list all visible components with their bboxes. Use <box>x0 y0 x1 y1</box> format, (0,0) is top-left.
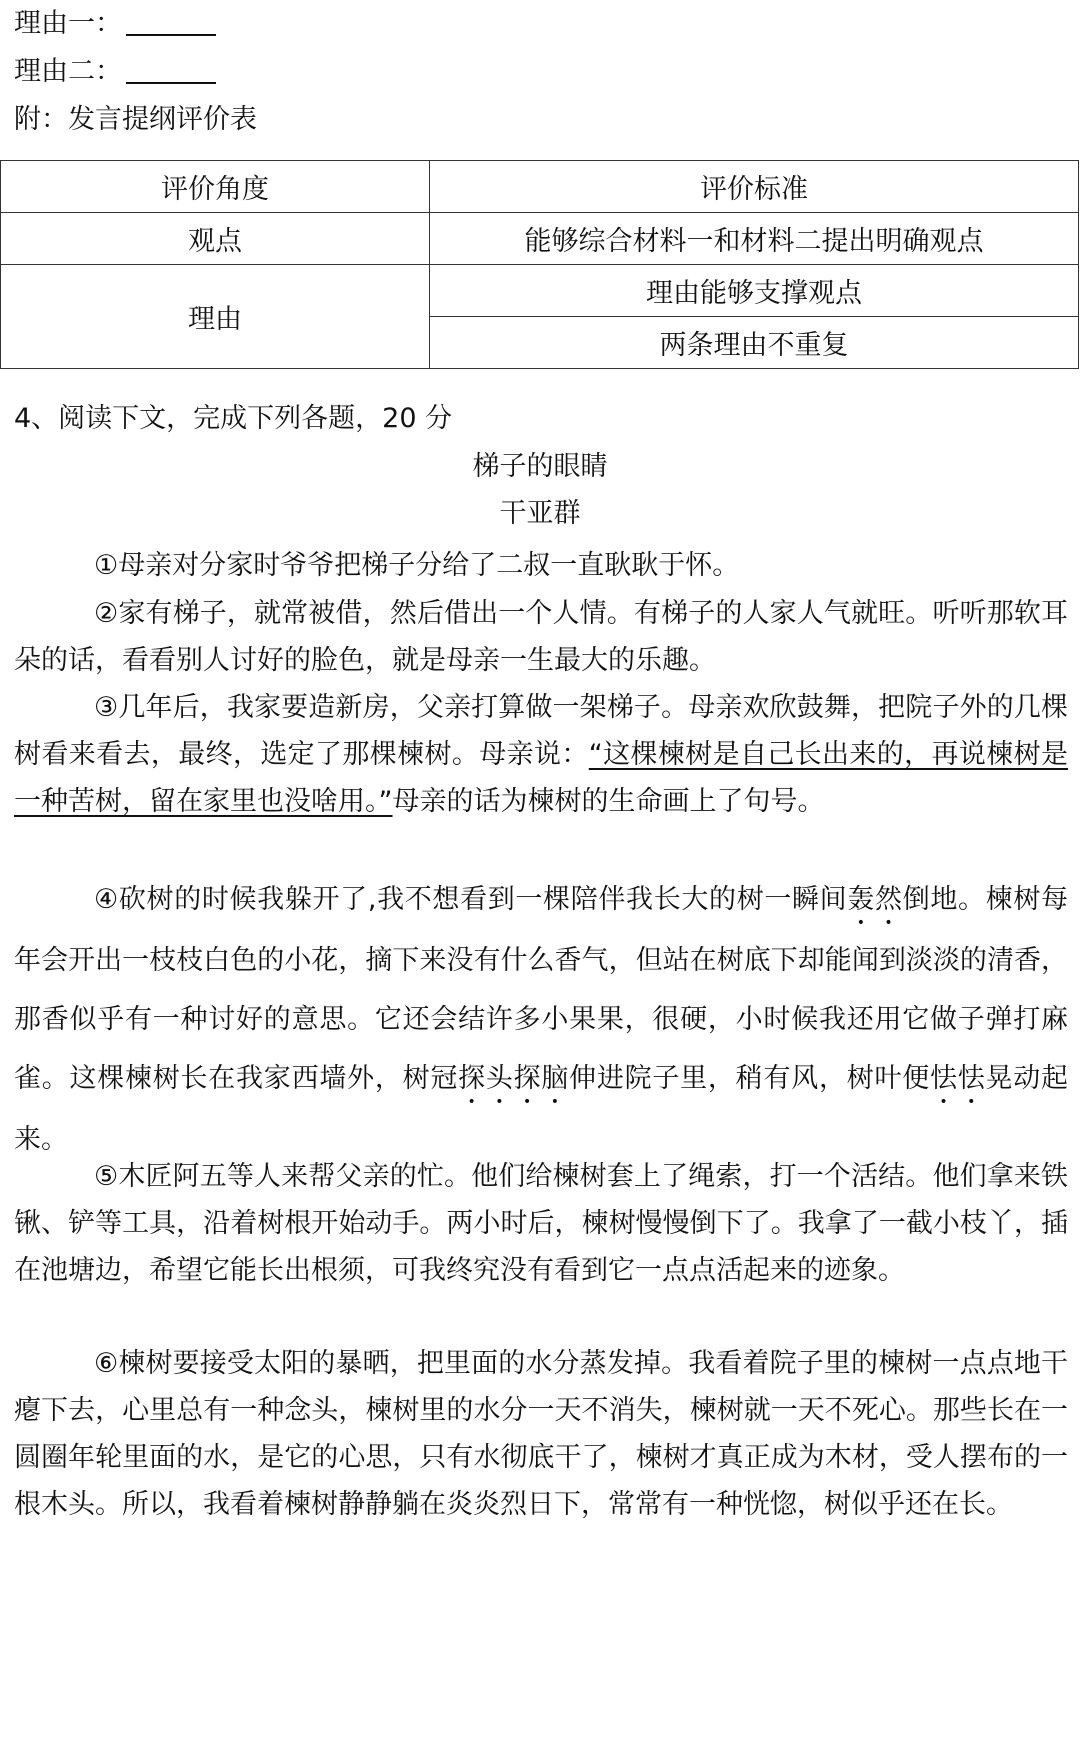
paragraph-5: ⑤木匠阿五等人来帮父亲的忙。他们给楝树套上了绳索，打一个活结。他们拿来铁锹、铲等工具，沿着树根开始动手。两小时后，楝树慢慢倒下了。我拿了一截小枝丫，插在池塘边，希望它能长出根须，可我终究没有看到它一点点活起来的迹象。 <box>14 1161 1068 1286</box>
reason-two-blank[interactable] <box>126 82 216 84</box>
paragraph-3-text-b: 母亲的话为楝树的生命画上了句号。 <box>392 786 825 817</box>
paragraph-4-text-d: 晃动起来。 <box>14 1063 1069 1155</box>
header-aspect: 评价角度 <box>1 161 430 213</box>
table-row <box>1 265 1079 317</box>
underlined-quote: “这棵楝树是自己长出来的，再说楝树是一种苦树，留在家里也没啥用。” <box>14 739 1069 817</box>
reason-one-label: 理由一： <box>14 8 122 39</box>
aspect-reason: 理由 <box>1 265 430 369</box>
paragraph-4-text-b: 倒地。楝树每年会开出一枝枝白色的小花，摘下来没有什么香气，但站在树底下却能闻到淡淡的清香，那香似乎有一种讨好的意思。它还会结许多小果果，很硬，小时候我还用它做子弹打麻雀。这棵楝树长在我家西墙外，树冠 <box>14 884 1069 1094</box>
article-author: 干亚群 <box>499 498 581 529</box>
standard-reason-1: 理由能够支撑观点 <box>430 265 1079 317</box>
article-title: 梯子的眼睛 <box>472 451 608 482</box>
standard-reason-2: 两条理由不重复 <box>430 317 1079 369</box>
table-header-row <box>1 161 1079 213</box>
paragraph-2: ②家有梯子，就常被借，然后借出一个人情。有梯子的人家人气就旺。听听那软耳朵的话，看看别人讨好的脸色，就是母亲一生最大的乐趣。 <box>14 598 1068 676</box>
reason-two <box>14 56 216 88</box>
aspect-viewpoint: 观点 <box>1 213 430 265</box>
paragraph-4-text-a: ④砍树的时候我躲开了,我不想看到一棵陪伴我长大的树一瞬间 <box>94 884 848 915</box>
paragraph-4 <box>14 870 1068 1169</box>
reason-two-label: 理由二： <box>14 56 122 87</box>
paragraph-3 <box>14 684 1068 825</box>
appendix-title: 附：发言提纲评价表 <box>14 104 257 135</box>
paragraph-4-text-c: 伸进院子里，稍有风，树叶便 <box>569 1063 930 1094</box>
paragraph-6: ⑥楝树要接受太阳的暴晒，把里面的水分蒸发掉。我看着院子里的楝树一点点地干瘪下去，心里总有一种念头，楝树里的水分一天不消失，楝树就一天不死心。那些长在一圆圈年轮里面的水，是它的心思，只有水彻底干了，楝树才真正成为木材，受人摆布的一根木头。所以，我看着楝树静静躺在炎炎烈日下，常常有一种恍惚，树似乎还在长。 <box>14 1348 1068 1520</box>
evaluation-table <box>0 160 1079 369</box>
header-standard: 评价标准 <box>430 161 1079 213</box>
reason-one-blank[interactable] <box>126 34 216 36</box>
emphasis-word-3: 怯怯 <box>929 1063 986 1094</box>
paragraph-1: ①母亲对分家时爷爷把梯子分给了二叔一直耿耿于怀。 <box>94 550 740 581</box>
paragraph-3-text-a: ③几年后，我家要造新房，父亲打算做一架梯子。母亲欢欣鼓舞，把院子外的几棵树看来看去，最终，选定了那棵楝树。母亲说： <box>14 692 1068 770</box>
standard-viewpoint: 能够综合材料一和材料二提出明确观点 <box>430 213 1079 265</box>
question-heading: 4、阅读下文，完成下列各题，20 分 <box>14 403 453 434</box>
emphasis-word-2: 探头探脑 <box>458 1063 570 1094</box>
emphasis-word-1: 轰然 <box>847 884 903 915</box>
table-row <box>1 213 1079 265</box>
reason-one <box>14 8 216 40</box>
